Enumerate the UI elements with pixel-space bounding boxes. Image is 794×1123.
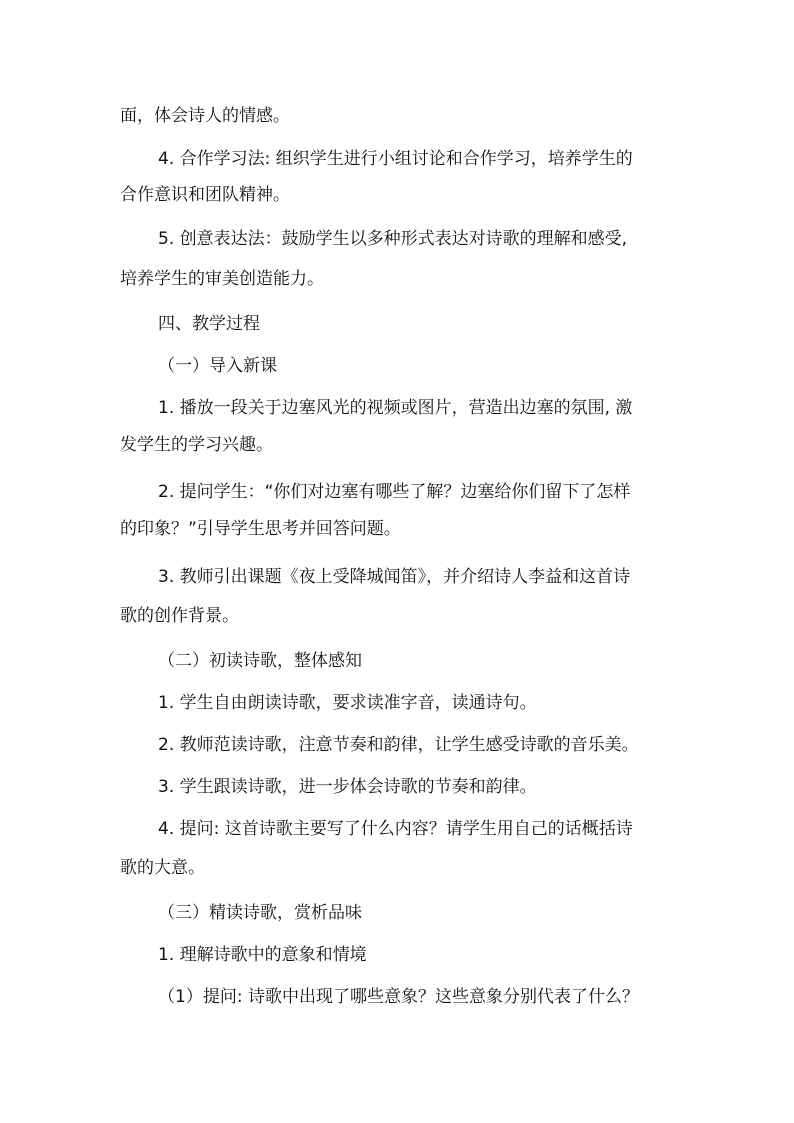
paragraph-line: 3. 学生跟读诗歌，进一步体会诗歌的节奏和韵律。 — [158, 777, 537, 797]
paragraph-line: 面，体会诗人的情感。 — [120, 106, 290, 126]
paragraph-line: 1. 播放一段关于边塞风光的视频或图片，营造出边塞的氛围, 激 — [158, 398, 633, 418]
paragraph-line: 2. 教师范读诗歌，注意节奏和韵律，让学生感受诗歌的音乐美。 — [158, 735, 639, 755]
paragraph-line: 培养学生的审美创造能力。 — [120, 269, 324, 289]
paragraph-line: 1. 理解诗歌中的意象和情境 — [158, 945, 367, 965]
subsection-heading: （三）精读诗歌，赏析品味 — [158, 903, 362, 923]
subsection-heading: （二）初读诗歌，整体感知 — [158, 651, 362, 671]
paragraph-line: 的印象？”引导学生思考并回答问题。 — [120, 519, 401, 539]
paragraph-line: 2. 提问学生：“你们对边塞有哪些了解？边塞给你们留下了怎样 — [158, 482, 631, 502]
paragraph-line: 3. 教师引出课题《夜上受降城闻笛》，并介绍诗人李益和这首诗 — [158, 567, 631, 587]
paragraph-line: （1）提问: 诗歌中出现了哪些意象？这些意象分别代表了什么？ — [158, 987, 639, 1007]
paragraph-line: 5. 创意表达法：鼓励学生以多种形式表达对诗歌的理解和感受, — [158, 229, 628, 249]
paragraph-line: 4. 提问: 这首诗歌主要写了什么内容？请学生用自己的话概括诗 — [158, 819, 633, 839]
paragraph-line: 歌的创作背景。 — [120, 606, 239, 626]
paragraph-line: 歌的大意。 — [120, 858, 205, 878]
paragraph-line: 合作意识和团队精神。 — [120, 185, 290, 205]
paragraph-line: 1. 学生自由朗读诗歌，要求读准字音，读通诗句。 — [158, 693, 537, 713]
paragraph-line: 发学生的学习兴趣。 — [120, 435, 273, 455]
subsection-heading: （一）导入新课 — [158, 356, 277, 376]
section-heading: 四、教学过程 — [158, 314, 260, 334]
paragraph-line: 4. 合作学习法: 组织学生进行小组讨论和合作学习，培养学生的 — [158, 149, 633, 169]
